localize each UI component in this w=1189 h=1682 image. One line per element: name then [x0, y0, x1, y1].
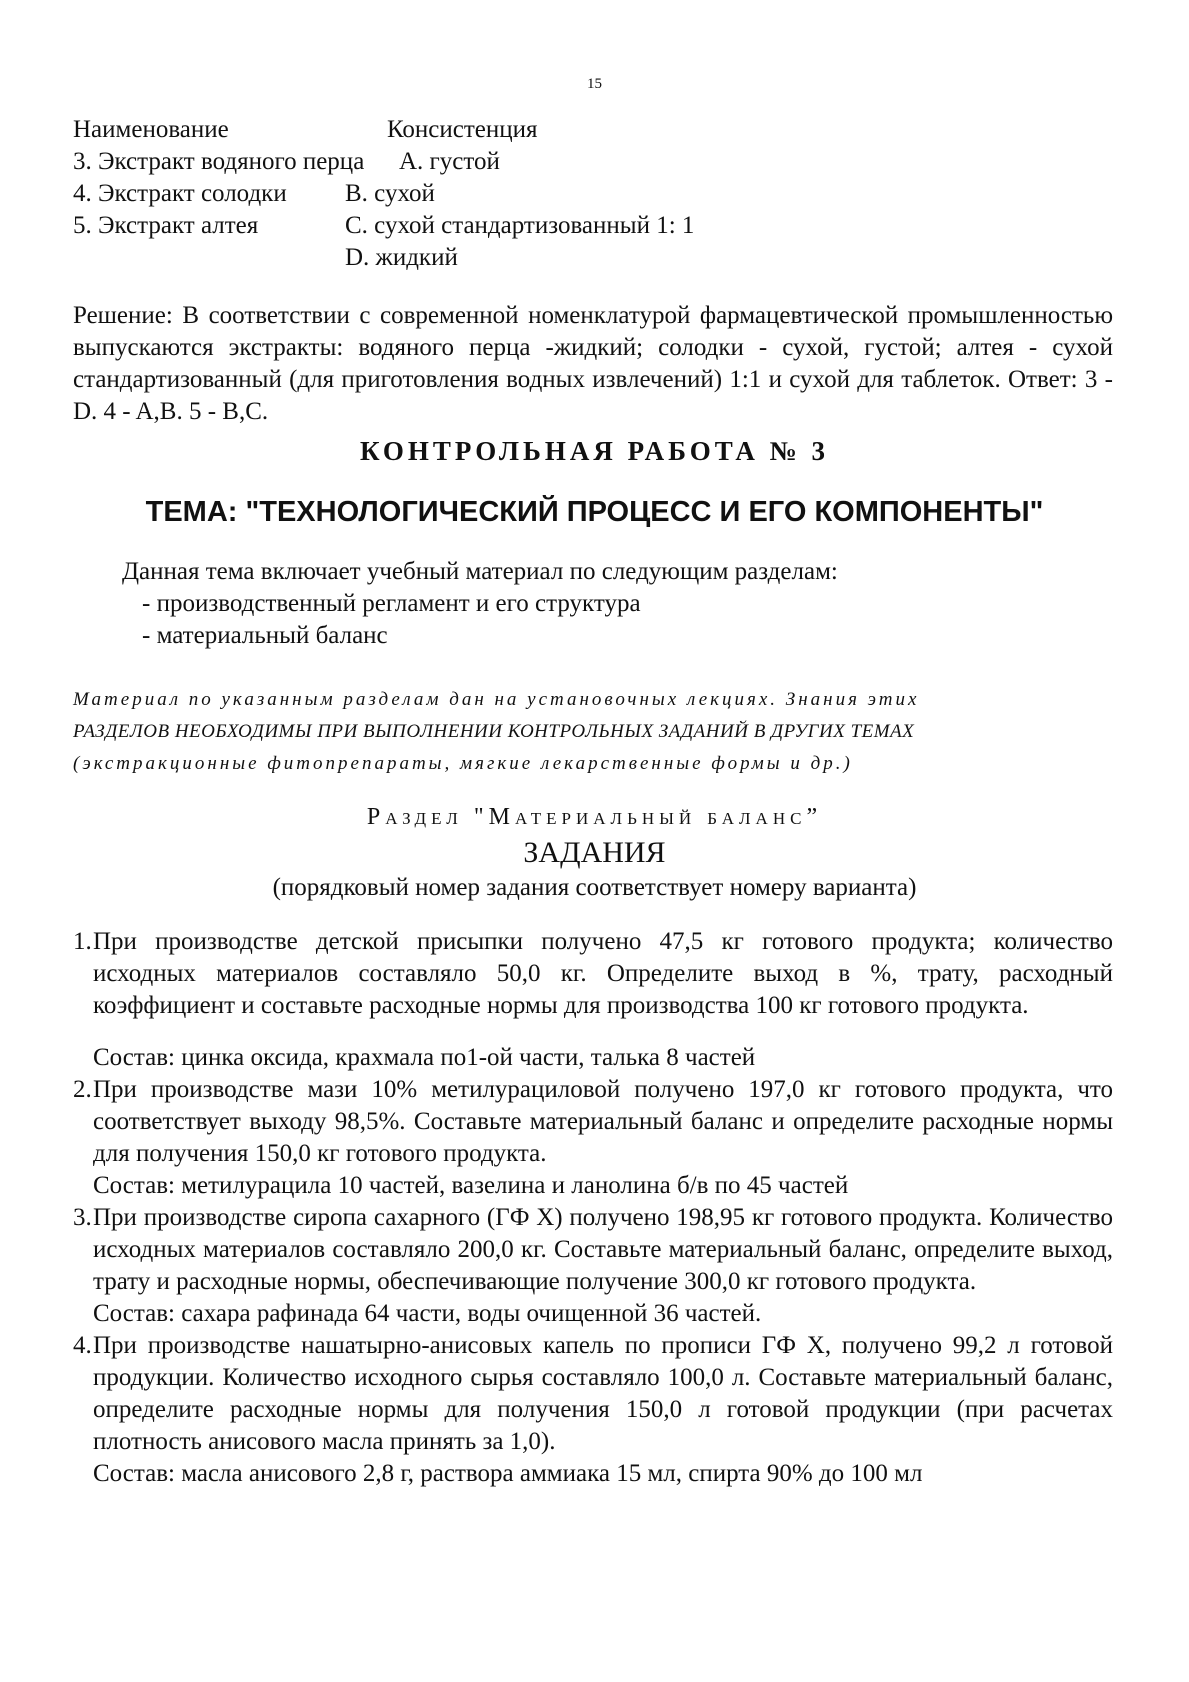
task-item — [73, 1330, 1113, 1458]
intro-list-item: - производственный регламент и его структура — [142, 590, 641, 617]
task-text: При производстве сиропа сахарного (ГФ X) получено 198,95 кг готового продукта. Количество исходных материалов составляло 200,0 кг. Составьте материальный баланс, определите выход, трату и расходные нормы, обеспечивающие получение 300,0 кг готового продукта. — [93, 1204, 1113, 1295]
extract-name: 3. Экстракт водяного перца — [73, 148, 365, 175]
task-number: 3. — [73, 1204, 92, 1231]
extract-name: 4. Экстракт солодки — [73, 180, 287, 207]
task-text: При производстве нашатырно-анисовых капель по прописи ГФ X, получено 99,2 л готовой продукции. Количество исходного сырья составляло 100,0 л. Составьте материальный баланс, определите расходные нормы для получения 150,0 л готовой продукции (при расчетах плотность анисового масла принять за 1,0). — [93, 1332, 1113, 1455]
intro-list-item: - материальный баланс — [142, 622, 388, 649]
solution-paragraph — [73, 300, 1113, 428]
extract-name: 5. Экстракт алтея — [73, 212, 259, 239]
task-number: 4. — [73, 1332, 92, 1359]
section-title: Раздел "Материальный баланс” — [366, 804, 823, 830]
work-title: КОНТРОЛЬНАЯ РАБОТА № 3 — [359, 436, 830, 466]
spacer — [73, 1022, 1113, 1042]
note-line: РАЗДЕЛОВ НЕОБХОДИМЫ ПРИ ВЫПОЛНЕНИИ КОНТРОЛЬНЫХ ЗАДАНИЙ В ДРУГИХ ТЕМАХ — [73, 721, 915, 742]
tasks-title: ЗАДАНИЯ — [523, 836, 666, 869]
consistency-option: A. густой — [399, 148, 500, 175]
task-composition: Состав: метилурацила 10 частей, вазелина и ланолина б/в по 45 частей — [93, 1172, 849, 1199]
page-number: 15 — [587, 76, 602, 92]
name-column-header: Наименование — [73, 116, 229, 143]
task-number: 1. — [73, 928, 92, 955]
tasks-subtitle: (порядковый номер задания соответствует номеру варианта) — [272, 874, 917, 901]
topic-title: ТЕМА: "ТЕХНОЛОГИЧЕСКИЙ ПРОЦЕСС И ЕГО КОМПОНЕНТЫ" — [145, 496, 1044, 528]
task-item — [73, 926, 1113, 1022]
task-item — [73, 1202, 1113, 1298]
solution-text: Решение: В соответствии с современной номенклатурой фармацевтической промышленностью выпускаются экстракты: водяного перца -жидкий; солодки - сухой, густой; алтея - сухой стандартизованный (для приготовления водных извлечений) 1:1 и сухой для таблеток. Ответ: 3 - D. 4 - A,B. 5 - B,C. — [73, 302, 1113, 425]
task-composition: Состав: масла анисового 2,8 г, раствора аммиака 15 мл, спирта 90% до 100 мл — [93, 1460, 923, 1487]
note-line: (экстракционные фитопрепараты, мягкие лекарственные формы и др.) — [73, 753, 853, 774]
consistency-option: D. жидкий — [345, 244, 458, 271]
note-line: Материал по указанным разделам дан на установочных лекциях. Знания этих — [73, 689, 920, 710]
italic-note — [73, 684, 1113, 780]
task-number: 2. — [73, 1076, 92, 1103]
consistency-column-header: Консистенция — [387, 116, 538, 143]
task-composition: Состав: цинка оксида, крахмала по1-ой части, талька 8 частей — [93, 1044, 756, 1071]
task-item — [73, 1074, 1113, 1170]
topic-intro — [122, 556, 838, 652]
consistency-option: B. сухой — [345, 180, 435, 207]
task-composition: Состав: сахара рафинада 64 части, воды очищенной 36 частей. — [93, 1300, 762, 1327]
task-text: При производстве мази 10% метилурациловой получено 197,0 кг готового продукта, что соответствует выходу 98,5%. Составьте материальный баланс и определите расходные нормы для получения 150,0 кг готового продукта. — [93, 1076, 1113, 1167]
intro-list — [122, 588, 838, 652]
consistency-option: C. сухой стандартизованный 1: 1 — [345, 212, 695, 239]
tasks-list — [73, 926, 1113, 1490]
task-text: При производстве детской присыпки получено 47,5 кг готового продукта; количество исходных материалов составляло 50,0 кг. Определите выход в %, трату, расходный коэффициент и составьте расходные нормы для производства 100 кг готового продукта. — [93, 928, 1113, 1019]
intro-lead: Данная тема включает учебный материал по следующим разделам: — [122, 558, 838, 585]
